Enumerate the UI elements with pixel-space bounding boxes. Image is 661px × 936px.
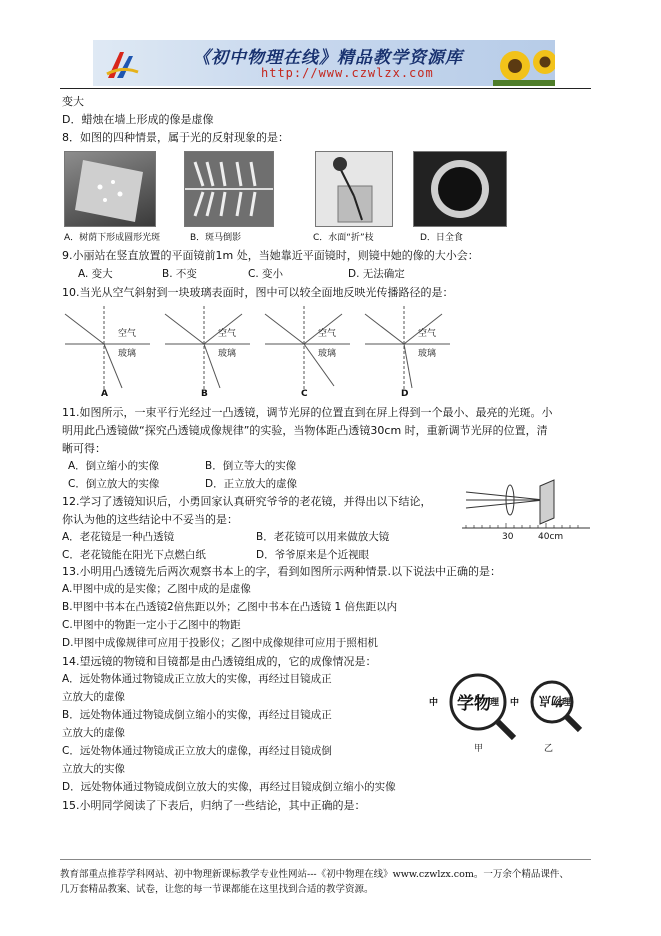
q8-caption-b: B．斑马倒影 <box>190 233 242 243</box>
footer-rule <box>60 859 591 860</box>
q10-label-glass: 玻璃 <box>318 349 337 359</box>
q13-option-b: B.甲图中书本在凸透镜2倍焦距以外；乙图中书本在凸透镜 1 倍焦距以内 <box>62 601 398 613</box>
q10-label-air: 空气 <box>218 329 237 339</box>
q12-option-d: D．爷爷原来是个近视眼 <box>256 549 370 561</box>
sunflower-icon <box>493 46 555 86</box>
photo-zebra-reflection <box>184 151 274 227</box>
q14-option-c: C．远处物体通过物镜成正立放大的虚像，再经过目镜成倒 <box>62 745 332 757</box>
yi-right-char: 理 <box>562 698 572 708</box>
q9-option-d: D. 无法确定 <box>348 268 405 280</box>
jia-magnified-text: 学物 <box>457 694 491 714</box>
q9-option-c: C. 变小 <box>248 268 284 280</box>
q10-label-air: 空气 <box>118 329 137 339</box>
q14-option-b-cont: 立放大的虚像 <box>62 727 125 739</box>
footer-line2: 几万套精品教案、试卷，让您的每一节课都能在这里找到合适的教学资源。 <box>60 884 374 895</box>
q10-diagram-label-c: C <box>301 389 308 399</box>
header-rule <box>60 88 591 89</box>
figure-label-yi: 乙 <box>544 744 554 754</box>
q10-label-glass: 玻璃 <box>218 349 237 359</box>
ruler-label-30: 30 <box>502 532 514 542</box>
q8-caption-c: C．水面“折”枝 <box>313 233 374 243</box>
q13-option-a: A.甲图中成的是实像；乙图中成的是虚像 <box>62 583 251 595</box>
q12-option-a: A．老花镜是一种凸透镜 <box>62 531 175 543</box>
q14-option-c-cont: 立放大的实像 <box>62 763 125 775</box>
text-line: 变大 <box>62 95 84 108</box>
question-13: 13.小明用凸透镜先后两次观察书本上的字，看到如图所示两种情景.以下说法中正确的是： <box>62 565 501 578</box>
question-9: 9.小丽站在竖直放置的平面镜前1m 处，当她靠近平面镜时，则镜中她的像的大小会： <box>62 249 479 262</box>
q12-option-b: B．老花镜可以用来做放大镜 <box>256 531 390 543</box>
text-line: D．蜡烛在墙上形成的像是虚像 <box>62 113 214 126</box>
header-banner <box>93 40 555 86</box>
q9-option-a: A. 变大 <box>78 268 113 280</box>
glass-branch-icon <box>316 152 392 226</box>
q13-option-d: D.甲图中成像规律可应用于投影仪；乙图中成像规律可应用于照相机 <box>62 637 378 649</box>
q14-option-a-cont: 立放大的虚像 <box>62 691 125 703</box>
q11-option-c: C．倒立放大的实像 <box>68 478 160 490</box>
lens-ruler-figure <box>462 478 592 544</box>
question-8: 8．如图的四种情景，属于光的反射现象的是： <box>62 131 289 144</box>
jia-left-char: 中 <box>429 698 439 708</box>
q10-label-glass: 玻璃 <box>418 349 437 359</box>
q14-option-a: A．远处物体通过物镜成正立放大的实像，再经过目镜成正 <box>62 673 332 685</box>
question-11-line2: 明用此凸透镜做“探究凸透镜成像规律”的实验，当物体距凸透镜30cm 时，重新调节光屏的位置，清 <box>62 424 548 437</box>
question-15: 15.小明同学阅读了下表后，归纳了一些结论，其中正确的是： <box>62 799 366 812</box>
q8-caption-a: A．树荫下形成圆形光斑 <box>64 233 161 243</box>
photo-tree-shadow <box>64 151 156 227</box>
banner-url: http://www.czwlzx.com <box>261 66 434 80</box>
figure-label-jia: 甲 <box>474 744 484 754</box>
q8-caption-d: D．日全食 <box>420 233 463 243</box>
question-12-line1: 12.学习了透镜知识后，小勇回家认真研究爷爷的老花镜，并得出以下结论， <box>62 495 432 508</box>
q10-label-air: 空气 <box>418 329 437 339</box>
q12-option-c: C．老花镜能在阳光下点燃白纸 <box>62 549 206 561</box>
q13-option-c: C.甲图中的物距一定小于乙图中的物距 <box>62 619 241 631</box>
eclipse-icon <box>414 152 506 226</box>
light-spots-icon <box>65 152 155 226</box>
jia-right-char: 理 <box>490 698 500 708</box>
q14-option-d: D．远处物体通过物镜成倒立放大的实像，再经过目镜成倒立缩小的实像 <box>62 781 396 793</box>
question-12-line2: 你认为他的这些结论中不妥当的是： <box>62 513 238 526</box>
question-11-line1: 11.如图所示，一束平行光经过一凸透镜，调节光屏的位置直到在屏上得到一个最小、最亮的光斑。小 <box>62 406 553 419</box>
site-logo-icon <box>105 48 139 80</box>
yi-inverted-text: 物点 <box>539 694 564 708</box>
photo-solar-eclipse <box>413 151 507 227</box>
q14-option-b: B．远处物体通过物镜成倒立缩小的实像，再经过目镜成正 <box>62 709 332 721</box>
photo-bent-branch <box>315 151 393 227</box>
footer-line1: 教育部重点推荐学科网站、初中物理新课标教学专业性网站---《初中物理在线》www.czwlzx.com。一万余个精品课件、 <box>60 869 569 880</box>
q11-option-d: D．正立放大的虚像 <box>205 478 298 490</box>
ruler-label-40cm: 40cm <box>538 532 564 542</box>
banner-title: 《初中物理在线》精品教学资源库 <box>193 48 463 68</box>
q11-option-a: A．倒立缩小的实像 <box>68 460 160 472</box>
magnifier-figure <box>428 672 592 744</box>
zebra-icon <box>185 152 273 226</box>
question-11-line3: 晰可得： <box>62 442 106 455</box>
q10-diagram-label-b: B <box>201 389 208 399</box>
q10-label-glass: 玻璃 <box>118 349 137 359</box>
yi-left-char: 中 <box>510 698 520 708</box>
q10-diagram-label-d: D <box>401 389 409 399</box>
q11-option-b: B．倒立等大的实像 <box>205 460 297 472</box>
q10-diagram-label-a: A <box>101 389 108 399</box>
question-10: 10.当光从空气斜射到一块玻璃表面时，图中可以较全面地反映光传播路径的是： <box>62 286 454 299</box>
question-14: 14.望远镜的物镜和目镜都是由凸透镜组成的，它的成像情况是： <box>62 655 377 668</box>
q9-option-b: B. 不变 <box>162 268 197 280</box>
q10-label-air: 空气 <box>318 329 337 339</box>
